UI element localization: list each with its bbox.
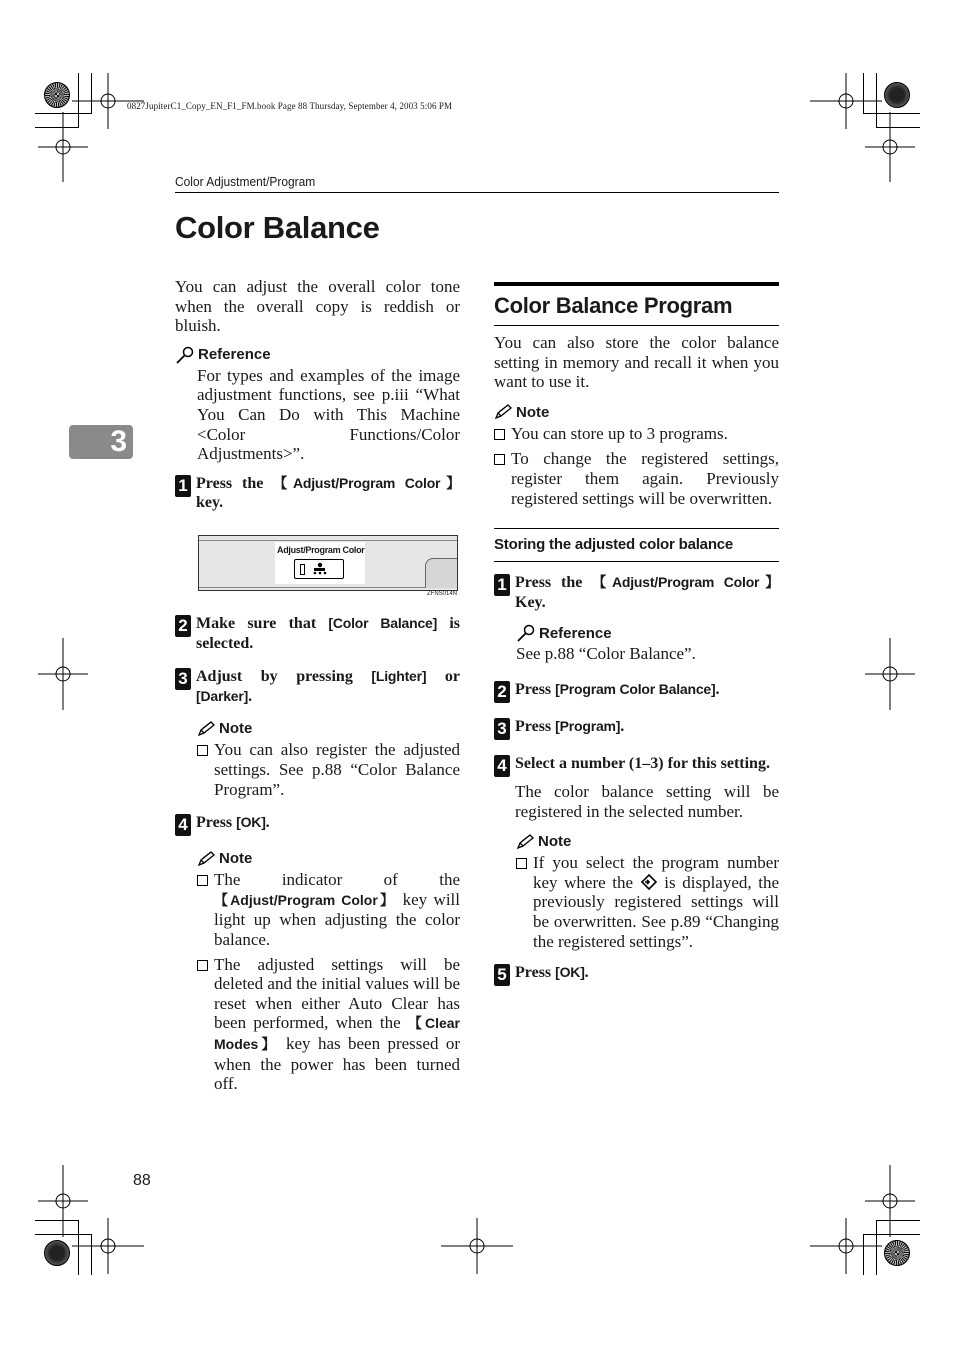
note-item bbox=[197, 870, 460, 949]
color-rosette-mark bbox=[884, 1240, 910, 1266]
header-rule bbox=[175, 192, 779, 193]
note-heading bbox=[197, 720, 460, 737]
note-label: Note bbox=[219, 850, 253, 868]
left-column bbox=[175, 277, 460, 513]
key-name: [Program] bbox=[555, 717, 621, 734]
step-item bbox=[494, 680, 779, 703]
step-text: Press [OK]. bbox=[196, 814, 270, 832]
note-item bbox=[197, 740, 460, 799]
step-result-text: The color balance setting will be registered in the selected number. bbox=[515, 781, 779, 821]
note-label: Note bbox=[219, 720, 253, 738]
key-name: [Darker] bbox=[196, 687, 249, 704]
key-name: [Program Color Balance] bbox=[555, 680, 716, 697]
step-item bbox=[494, 754, 779, 777]
step-item bbox=[175, 474, 460, 513]
subsection-rule bbox=[494, 561, 779, 562]
illustration-code: ZFNS014N bbox=[427, 591, 458, 597]
chapter-tab bbox=[69, 425, 133, 459]
page-title: Color Balance bbox=[175, 210, 380, 245]
subsection-title: Storing the adjusted color balance bbox=[494, 536, 734, 554]
step-item bbox=[494, 963, 779, 986]
running-head: Color Adjustment/Program bbox=[175, 174, 316, 189]
section-title: Color Balance Program bbox=[494, 293, 733, 318]
note-heading bbox=[494, 404, 779, 421]
note-item bbox=[494, 449, 779, 508]
key-name: [Lighter] bbox=[371, 668, 427, 685]
step-number: 2 bbox=[494, 681, 510, 703]
note-item bbox=[516, 853, 779, 951]
reference-label: Reference bbox=[198, 346, 271, 364]
step-text: Make sure that [Color Balance] is selected. bbox=[196, 615, 460, 652]
color-adjust-icon bbox=[312, 561, 332, 577]
note-heading bbox=[197, 850, 460, 867]
step-text: Press the 【Adjust/Program Color】 key. bbox=[196, 474, 461, 512]
reference-label: Reference bbox=[539, 624, 612, 642]
key-name: 【Clear Modes】 bbox=[214, 1015, 460, 1052]
step-text: Press [Program Color Balance]. bbox=[515, 680, 720, 698]
registered-program-icon bbox=[640, 874, 658, 890]
note-item bbox=[494, 424, 779, 444]
step-item bbox=[494, 717, 779, 740]
step-text: Press [Program]. bbox=[515, 717, 625, 735]
color-rosette-mark bbox=[884, 82, 910, 108]
control-panel-illustration bbox=[198, 535, 458, 591]
reference-heading bbox=[175, 346, 460, 364]
note-text: The indicator of the 【Adjust/Program Color】 key will light up when adjusting the color balance. bbox=[214, 870, 460, 949]
section-intro: You can also store the color balance setting in memory and recall it when you want to use it. bbox=[494, 333, 779, 392]
pencil-icon bbox=[197, 721, 216, 737]
step-number: 3 bbox=[494, 718, 510, 740]
pencil-icon bbox=[197, 851, 216, 867]
note-block bbox=[197, 720, 460, 799]
step-number: 4 bbox=[494, 755, 510, 777]
checkbox-bullet-icon bbox=[494, 454, 505, 465]
step-text: Press the 【Adjust/Program Color】 Key. bbox=[515, 574, 780, 611]
note-text: You can also register the adjusted settings. See p.88 “Color Balance Program”. bbox=[214, 740, 460, 799]
magnifier-icon bbox=[516, 624, 536, 642]
color-rosette-mark bbox=[44, 1240, 70, 1266]
step-number: 1 bbox=[494, 574, 510, 596]
reference-heading bbox=[516, 624, 779, 642]
checkbox-bullet-icon bbox=[197, 745, 208, 756]
checkbox-bullet-icon bbox=[197, 960, 208, 971]
subsection-rule bbox=[494, 528, 779, 529]
step-text: Adjust by pressing [Lighter] or [Darker]. bbox=[196, 668, 460, 705]
key-name: 【Adjust/Program Color】 bbox=[592, 574, 780, 591]
intro-paragraph: You can adjust the overall color tone when the overall copy is reddish or bluish. bbox=[175, 277, 460, 336]
checkbox-bullet-icon bbox=[494, 429, 505, 440]
section-rule bbox=[494, 325, 779, 326]
key-name: 【Adjust/Program Color】 bbox=[273, 474, 461, 491]
file-info: 0827JupiterC1_Copy_EN_F1_FM.book Page 88 Thursday, September 4, 2003 5:06 PM bbox=[127, 101, 453, 111]
reference-text: For types and examples of the image adjustment functions, see p.iii “What You Can Do with This Machine <Color Functions/Color Adjustments>”. bbox=[197, 365, 460, 464]
adjust-program-color-key bbox=[294, 559, 344, 579]
panel-key-label: Adjust/Program Color bbox=[277, 545, 365, 555]
chapter-number: 3 bbox=[110, 425, 127, 458]
step-item bbox=[175, 614, 460, 653]
step-item bbox=[494, 573, 779, 612]
step-item bbox=[175, 813, 460, 836]
color-rosette-mark bbox=[44, 82, 70, 108]
page-number: 88 bbox=[133, 1172, 151, 1189]
step-number: 3 bbox=[175, 668, 191, 690]
step-number: 2 bbox=[175, 615, 191, 637]
magnifier-icon bbox=[175, 346, 195, 364]
pencil-icon bbox=[516, 834, 535, 850]
step-number: 4 bbox=[175, 814, 191, 836]
note-text: The adjusted settings will be deleted and the initial values will be reset when either Auto Clear has been performed, when the 【Clear Modes】 key has been pressed or when the power has been turned off. bbox=[214, 954, 460, 1094]
key-name: [OK] bbox=[555, 964, 585, 981]
note-text: You can store up to 3 programs. bbox=[511, 423, 728, 443]
note-heading bbox=[516, 833, 779, 850]
left-column-lower bbox=[175, 614, 460, 1094]
note-block bbox=[197, 850, 460, 1094]
note-text: To change the registered settings, register them again. Previously registered settings will be overwritten. bbox=[511, 449, 779, 508]
reference-text: See p.88 “Color Balance”. bbox=[516, 644, 696, 664]
step-number: 1 bbox=[175, 475, 191, 497]
note-label: Note bbox=[516, 403, 550, 421]
key-name: [OK] bbox=[236, 814, 266, 831]
step-text: Select a number (1–3) for this setting. bbox=[515, 754, 770, 772]
key-name: [Color Balance] bbox=[328, 615, 438, 631]
step-item bbox=[175, 667, 460, 706]
note-block bbox=[516, 833, 779, 951]
step-text: Press [OK]. bbox=[515, 964, 589, 982]
right-column bbox=[494, 282, 779, 986]
note-label: Note bbox=[538, 833, 572, 851]
checkbox-bullet-icon bbox=[516, 858, 527, 869]
note-item bbox=[197, 955, 460, 1094]
checkbox-bullet-icon bbox=[197, 875, 208, 886]
pencil-icon bbox=[494, 404, 513, 420]
reference-block bbox=[516, 624, 779, 664]
note-text: If you select the program number key where the is displayed, the previously registered settings will be overwritten. See p.89 “Changing the registered settings”. bbox=[533, 853, 780, 951]
indicator-led bbox=[300, 564, 305, 575]
key-name: 【Adjust/Program Color】 bbox=[214, 891, 397, 908]
section-rule bbox=[494, 282, 779, 286]
step-number: 5 bbox=[494, 964, 510, 986]
